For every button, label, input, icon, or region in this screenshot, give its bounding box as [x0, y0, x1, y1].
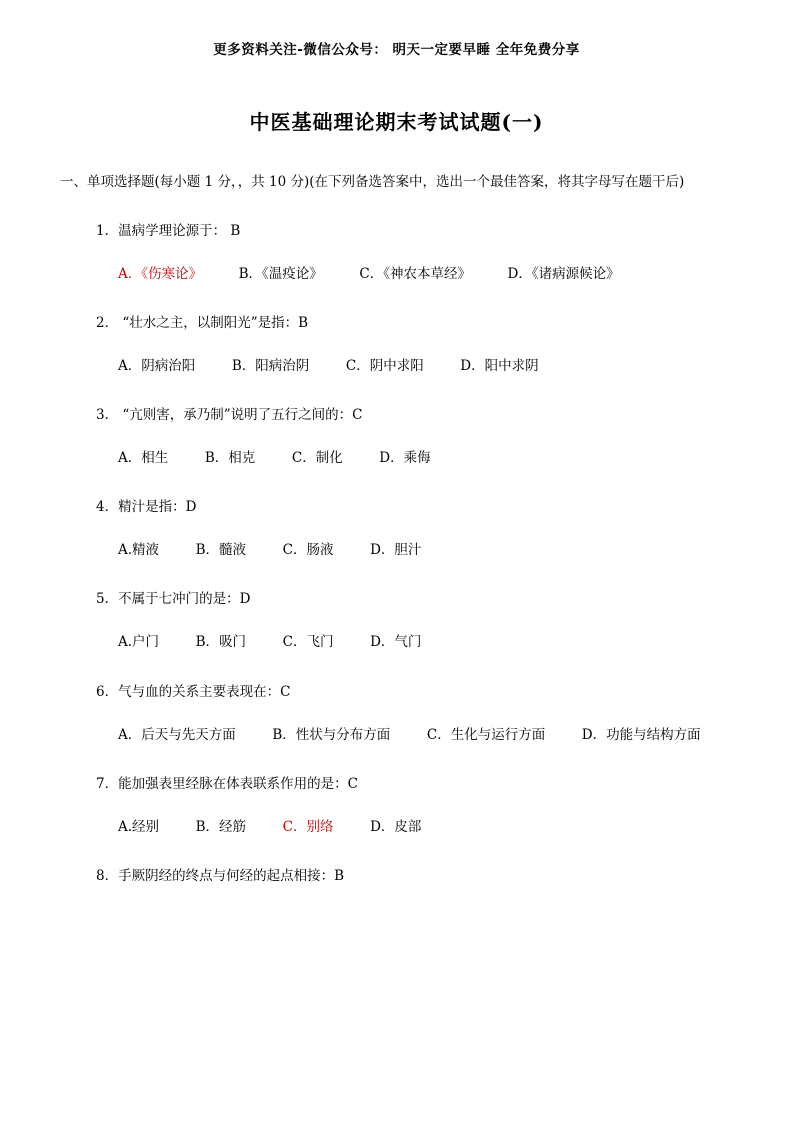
question-stem: 1．温病学理论源于： B [96, 223, 241, 240]
question-list [60, 216, 733, 892]
question-options [60, 259, 733, 290]
option-c[interactable]: C．《神农本草经》 [359, 266, 471, 283]
option-d[interactable]: D．胆汁 [370, 542, 422, 559]
question-item [60, 216, 733, 290]
header-note: 更多资料关注-微信公众号： 明天一定要早睡 全年免费分享 [213, 42, 580, 58]
option-a[interactable]: A.精液 [118, 542, 160, 559]
section-one-instructions: 一、单项选择题(每小题 1 分，，共 10 分)(在下列备选答案中，选出一个最佳答案，将其字母写在题干后) [60, 174, 685, 190]
question-options [60, 812, 733, 843]
option-c[interactable]: C．飞门 [282, 634, 334, 651]
question-options [60, 627, 733, 658]
question-options [60, 443, 733, 474]
question-item [60, 677, 733, 751]
question-options [60, 351, 733, 382]
option-b[interactable]: B．阳病治阴 [231, 358, 310, 375]
question-stem: 7．能加强表里经脉在体表联系作用的是：C [96, 775, 358, 792]
option-b[interactable]: B．相克 [204, 450, 256, 467]
option-d[interactable]: D．气门 [370, 634, 422, 651]
option-d[interactable]: D．乘侮 [379, 450, 431, 467]
option-b[interactable]: B．性状与分布方面 [272, 726, 391, 743]
option-a[interactable]: A.户门 [118, 634, 160, 651]
option-b[interactable]: B．《温疫论》 [238, 266, 323, 283]
question-options [60, 535, 733, 566]
option-b[interactable]: B．吸门 [195, 634, 247, 651]
page-title: 中医基础理论期末考试试题(一) [249, 110, 544, 134]
option-c[interactable]: C．肠液 [282, 542, 334, 559]
question-item [60, 308, 733, 382]
option-a[interactable]: A．后天与先天方面 [118, 726, 236, 743]
option-c[interactable]: C．阴中求阳 [345, 358, 424, 375]
option-c[interactable]: C．别络 [282, 818, 334, 835]
question-item [60, 492, 733, 566]
question-stem: 6．气与血的关系主要表现在：C [96, 683, 291, 700]
option-c[interactable]: C．生化与运行方面 [426, 726, 546, 743]
question-stem: 3． “亢则害，承乃制”说明了五行之间的：C [96, 407, 363, 424]
question-stem: 8．手厥阴经的终点与何经的起点相接：B [96, 867, 345, 884]
option-d[interactable]: D．阳中求阴 [460, 358, 539, 375]
option-a[interactable]: A．阴病治阳 [118, 358, 196, 375]
option-c[interactable]: C．制化 [291, 450, 343, 467]
option-b[interactable]: B．髓液 [195, 542, 247, 559]
question-item [60, 769, 733, 843]
question-item [60, 861, 733, 892]
question-options [60, 720, 733, 751]
option-d[interactable]: D．《诸病源候论》 [507, 266, 620, 283]
option-b[interactable]: B．经筋 [195, 818, 247, 835]
question-stem: 2． “壮水之主，以制阳光”是指：B [96, 315, 309, 332]
option-a[interactable]: A．《伤寒论》 [118, 266, 202, 283]
question-stem: 4．精汁是指：D [96, 499, 197, 516]
option-d[interactable]: D．功能与结构方面 [581, 726, 701, 743]
question-stem: 5．不属于七冲门的是：D [96, 591, 251, 608]
option-a[interactable]: A．相生 [118, 450, 169, 467]
option-a[interactable]: A.经别 [118, 818, 160, 835]
question-item [60, 584, 733, 658]
question-item [60, 400, 733, 474]
option-d[interactable]: D．皮部 [370, 818, 422, 835]
